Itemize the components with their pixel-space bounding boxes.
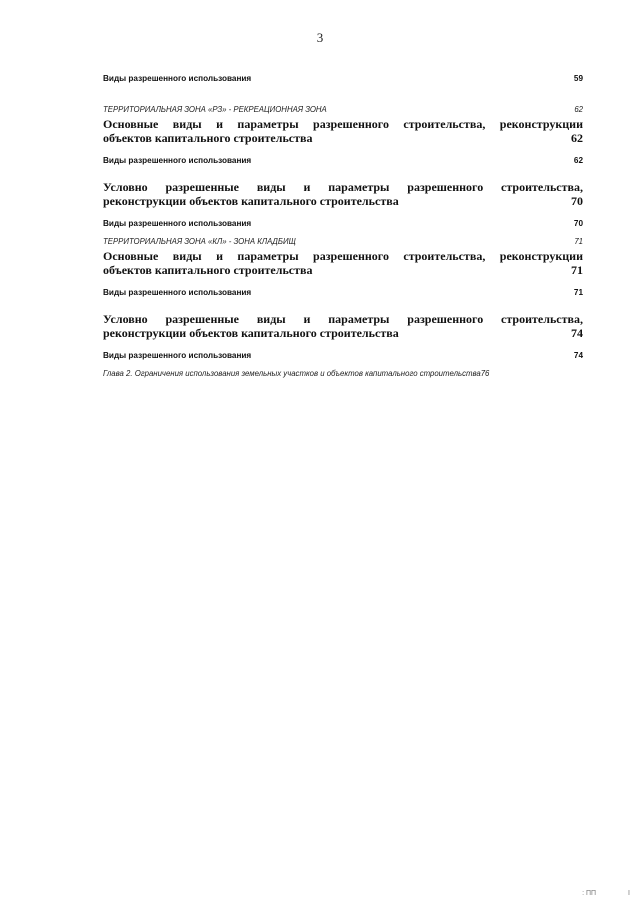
toc-entry[interactable] [103, 74, 583, 87]
page-number: 3 [316, 30, 324, 45]
toc-entry-title: Виды разрешенного использования [103, 219, 252, 228]
toc-entry-page: 74 [571, 326, 583, 340]
toc-entry-title: Виды разрешенного использования [103, 74, 252, 83]
toc-entry-page: 70 [571, 194, 583, 208]
toc-chapter-entry[interactable]: Глава 2. Ограничения использования земельных участков и объектов капитального строительства76 [103, 369, 490, 378]
toc-entry-title-line1: Основные виды и параметры разрешенного строительства, реконструкции [103, 117, 583, 131]
toc-entry-title: ТЕРРИТОРИАЛЬНАЯ ЗОНА «РЗ» - РЕКРЕАЦИОННАЯ ЗОНА [103, 105, 327, 114]
scan-footer-mark [552, 890, 630, 897]
toc-entry-title-line2: реконструкции объектов капитального строительства [103, 326, 399, 340]
footer-left-mark: : ПП [582, 890, 597, 897]
toc-entry-page: 59 [573, 74, 583, 83]
table-of-contents [103, 74, 583, 378]
toc-entry-page: 71 [574, 237, 583, 246]
toc-entry[interactable] [103, 117, 583, 145]
toc-entry-title-line2: объектов капитального строительства [103, 263, 313, 277]
toc-entry-title: Виды разрешенного использования [103, 156, 252, 165]
toc-entry-title-line1: Условно разрешенные виды и параметры разрешенного строительства, [103, 180, 583, 194]
toc-entry-title: ТЕРРИТОРИАЛЬНАЯ ЗОНА «КЛ» - ЗОНА КЛАДБИЩ [103, 237, 296, 246]
toc-entry-title: Виды разрешенного использования [103, 288, 252, 297]
toc-entry-page: 70 [573, 219, 583, 228]
toc-entry[interactable] [103, 105, 583, 117]
toc-entry-page: 71 [573, 288, 583, 297]
toc-entry[interactable] [103, 288, 583, 301]
toc-entry-title-line2: реконструкции объектов капитального строительства [103, 194, 399, 208]
toc-entry[interactable] [103, 237, 583, 249]
toc-entry[interactable] [103, 351, 583, 364]
toc-entry-title-line2: объектов капитального строительства [103, 131, 313, 145]
toc-entry-title-line1: Основные виды и параметры разрешенного строительства, реконструкции [103, 249, 583, 263]
toc-entry[interactable] [103, 219, 583, 232]
toc-entry[interactable] [103, 180, 583, 208]
toc-entry[interactable] [103, 156, 583, 169]
footer-right-mark: I [628, 890, 630, 897]
toc-entry[interactable] [103, 312, 583, 340]
toc-entry-page: 71 [571, 263, 583, 277]
toc-entry-page: 62 [574, 105, 583, 114]
toc-entry-title-line1: Условно разрешенные виды и параметры разрешенного строительства, [103, 312, 583, 326]
toc-entry-page: 62 [573, 156, 583, 165]
toc-entry[interactable] [103, 249, 583, 277]
toc-entry-title: Виды разрешенного использования [103, 351, 252, 360]
toc-entry-page: 74 [573, 351, 583, 360]
toc-entry-page: 62 [571, 131, 583, 145]
